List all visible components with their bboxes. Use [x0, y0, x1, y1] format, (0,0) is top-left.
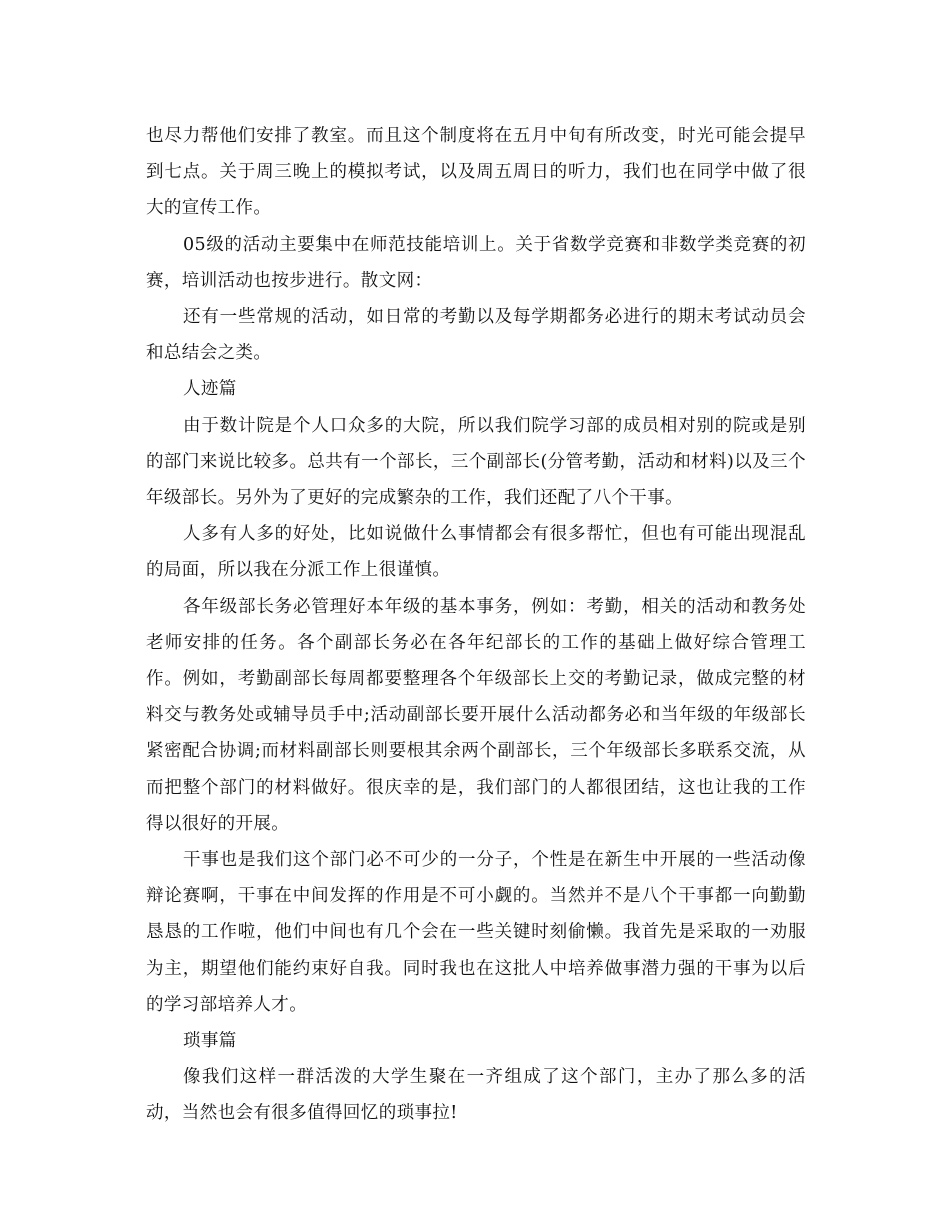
paragraph: 还有一些常规的活动，如日常的考勤以及每学期都务必进行的期末考试动员会和总结会之类。	[146, 307, 806, 364]
paragraph: 由于数计院是个人口众多的大院，所以我们院学习部的成员相对别的院或是别的部门来说比较多。总共有一个部长，三个副部长(分管考勤，活动和材料)以及三个年级部长。另外为了更好的完成繁杂的工作，我们还配了八个干事。	[146, 415, 806, 509]
paragraph: 像我们这样一群活泼的大学生聚在一齐组成了这个部门，主办了那么多的活动，当然也会有很多值得回忆的琐事拉!	[146, 1067, 806, 1124]
paragraph: 各年级部长务必管理好本年级的基本事务，例如：考勤，相关的活动和教务处老师安排的任务。各个副部长务必在各年纪部长的工作的基础上做好综合管理工作。例如，考勤副部长每周都要整理各个年级部长上交的考勤记录，做成完整的材料交与教务处或辅导员手中;活动副部长要开展什么活动都务必和当年级的年级部长紧密配合协调;而材料副部长则要根其余两个副部长，三个年级部长多联系交流，从而把整个部门的材料做好。很庆幸的是，我们部门的人都很团结，这也让我的工作得以很好的开展。	[146, 596, 806, 834]
section-heading: 琐事篇	[183, 1031, 237, 1052]
paragraph: 干事也是我们这个部门必不可少的一分子，个性是在新生中开展的一些活动像辩论赛啊，干事在中间发挥的作用是不可小觑的。当然并不是八个干事都一向勤勤恳恳的工作啦，他们中间也有几个会在一些关键时刻偷懒。我首先是采取的一劝服为主，期望他们能约束好自我。同时我也在这批人中培养做事潜力强的干事为以后的学习部培养人才。	[146, 850, 806, 1015]
paragraph: 05级的活动主要集中在师范技能培训上。关于省数学竞赛和非数学类竞赛的初赛，培训活动也按步进行。散文网：	[146, 234, 806, 291]
paragraph: 也尽力帮他们安排了教室。而且这个制度将在五月中旬有所改变，时光可能会提早到七点。关于周三晚上的模拟考试，以及周五周日的听力，我们也在同学中做了很大的宣传工作。	[146, 126, 806, 219]
section-heading: 人迹篇	[183, 379, 237, 400]
paragraph: 人多有人多的好处，比如说做什么事情都会有很多帮忙，但也有可能出现混乱的局面，所以我在分派工作上很谨慎。	[146, 524, 806, 581]
document-body	[146, 118, 806, 1132]
